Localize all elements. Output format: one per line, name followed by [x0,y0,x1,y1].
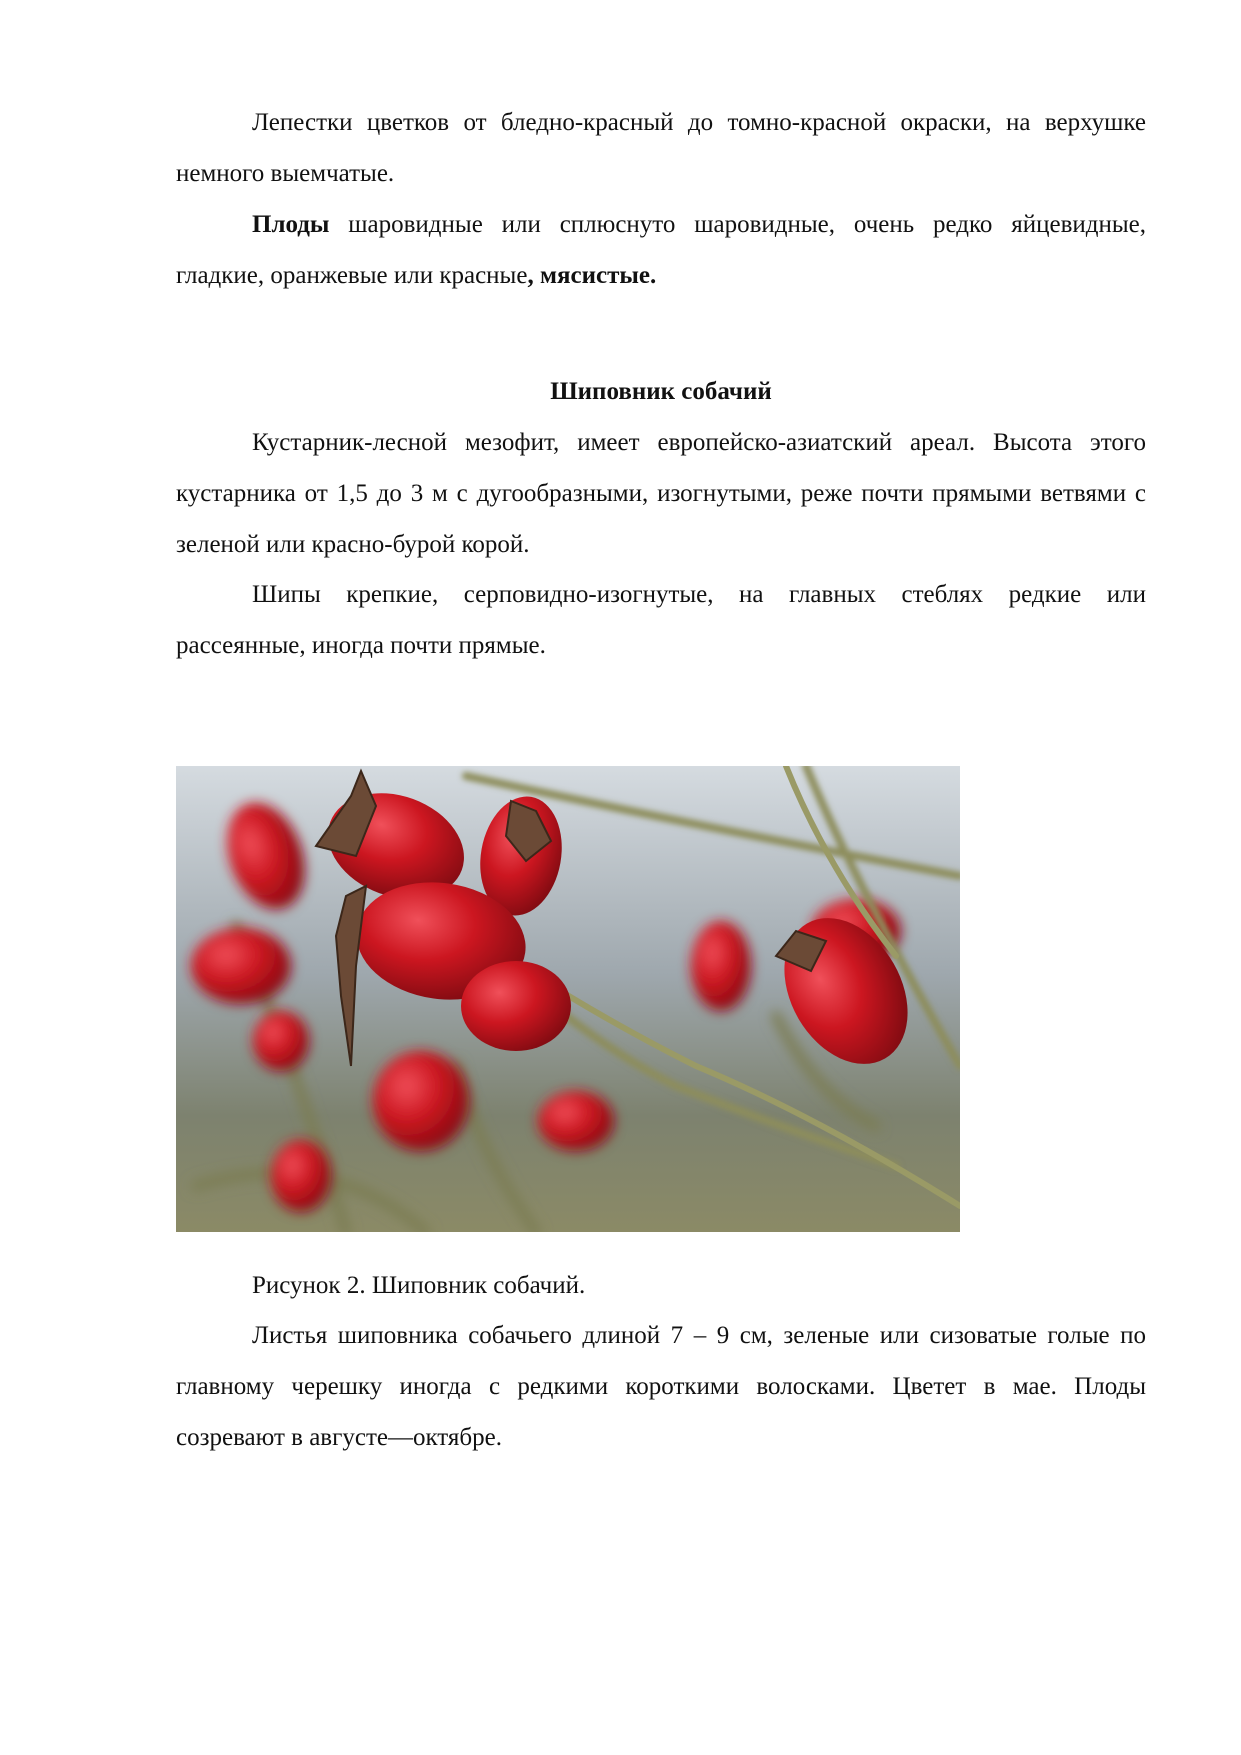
paragraph-petals: Лепестки цветков от бледно-красный до томно-красной окраски, на верхушке немного выемчатые. [176,109,1146,187]
fruits-fleshy: , мясистые. [527,262,657,289]
figure-caption: Рисунок 2. Шиповник собачий. [252,1272,586,1299]
paragraph-thorns: Шипы крепкие, серповидно-изогнутые, на главных стеблях редкие или рассеянные, иногда почти прямые. [176,581,1146,659]
fruits-term: Плоды [252,211,330,238]
paragraph-leaves: Листья шиповника собачьего длиной 7 – 9 см, зеленые или сизоватые голые по главному черешку иногда с редкими короткими волосками. Цветет в мае. Плоды созревают в августе—октябре. [176,1322,1146,1451]
fruits-description: шаровидные или сплюснуто шаровидные, очень редко яйцевидные, гладкие, оранжевые или красные [176,211,1146,289]
section-heading: Шиповник собачий [550,378,772,405]
rosehip-photo [176,766,960,1232]
paragraph-fruits [176,199,1146,301]
paragraph-shrub: Кустарник-лесной мезофит, имеет европейско-азиатский ареал. Высота этого кустарника от 1,5 до 3 м с дугообразными, изогнутыми, реже почти прямыми ветвями с зеленой или красно-бурой корой. [176,429,1146,558]
